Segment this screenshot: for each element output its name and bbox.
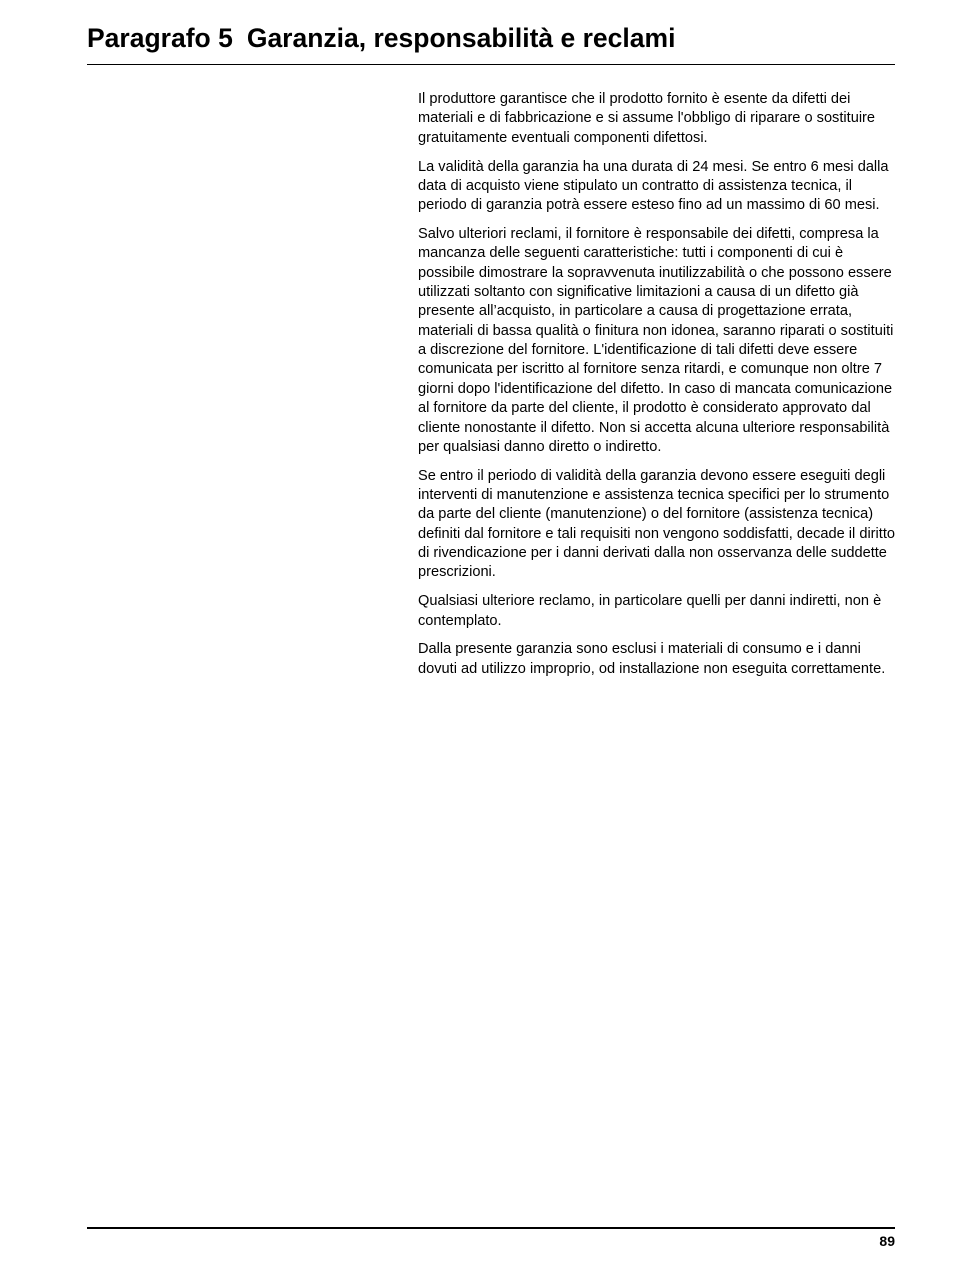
paragraph-warranty-duration: La validità della garanzia ha una durata di 24 mesi. Se entro 6 mesi dalla data di acquisto viene stipulato un contratto di assistenza tecnica, il periodo di garanzia potrà essere esteso fino ad un massimo di 60 mesi. xyxy=(418,158,889,214)
page-footer xyxy=(87,1227,895,1249)
paragraph-warranty-statement: Il produttore garantisce che il prodotto fornito è esente da difetti dei materiali e di fabbricazione e si assume l'obbligo di riparare o sostituire gratuitamente eventuali componenti difettosi. xyxy=(418,91,876,146)
section-title: Garanzia, responsabilità e reclami xyxy=(246,23,676,53)
paragraph-further-claims: Qualsiasi ulteriore reclamo, in particolare quelli per danni indiretti, non è contemplato. xyxy=(418,593,882,629)
paragraph-supplier-liability: Salvo ulteriori reclami, il fornitore è responsabile dei difetti, compresa la mancanza delle seguenti caratteristiche: tutti i componenti di cui è possibile dimostrare la sopravvenuta inutilizzabilità o che possono essere utilizzati soltanto con significative limitazioni a causa di un difetto già presente all’acquisto, in particolare a causa di progettazione errata, materiali di bassa qualità o finitura non idonea, saranno riparati o sostituiti a discrezione del fornitore. L'identificazione di tali difetti deve essere comunicata per iscritto al fornitore senza ritardi, e comunque non oltre 7 giorni dopo l'identificazione del difetto. In caso di mancata comunicazione al fornitore da parte del cliente, il prodotto è considerato approvato dal cliente nonostante il difetto. Non si accetta alcuna ulteriore responsabilità per qualsiasi danno diretto o indiretto. xyxy=(418,226,894,455)
page-number: 89 xyxy=(879,1233,895,1249)
section-number: Paragrafo 5 xyxy=(87,23,233,53)
body-text-column xyxy=(418,90,896,689)
paragraph-maintenance-requirements: Se entro il periodo di validità della garanzia devono essere eseguiti degli interventi di manutenzione e assistenza tecnica specifici per lo strumento da parte del cliente (manutenzione) o del fornitore (assistenza tecnica) definiti dal fornitore e tali requisiti non vengono soddisfatti, decade il diritto di rivendicazione per i danni derivati dalla non osservanza delle suddette prescrizioni. xyxy=(418,467,896,581)
page-title xyxy=(87,22,675,54)
page-header xyxy=(87,20,895,65)
paragraph-exclusions: Dalla presente garanzia sono esclusi i materiali di consumo e i danni dovuti ad utilizzo improprio, od installazione non eseguita correttamente. xyxy=(418,641,886,677)
